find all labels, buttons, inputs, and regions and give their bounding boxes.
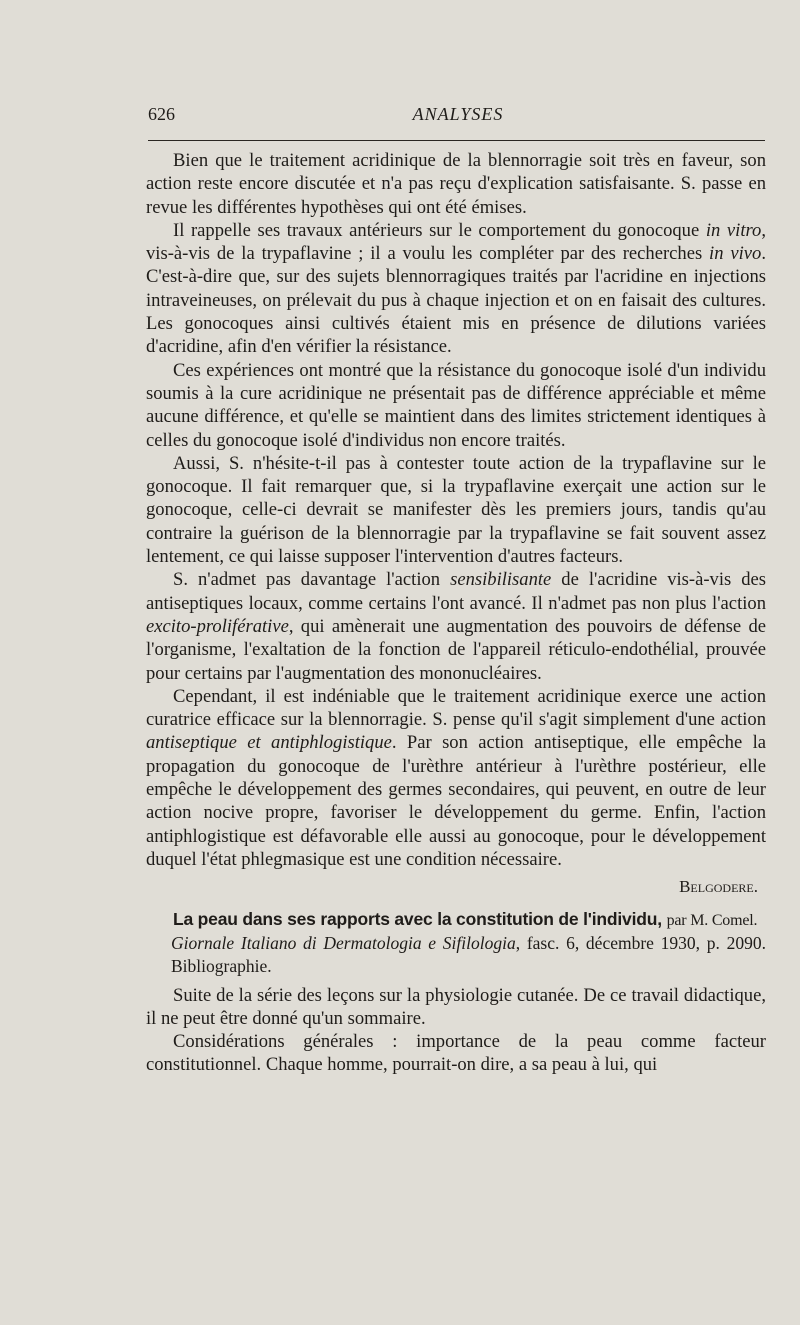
author-signature: Belgodere. <box>679 877 758 897</box>
article-title: La peau dans ses rapports avec la constitution de l'individu, par M. Comel. <box>173 908 758 929</box>
page-header <box>148 104 768 130</box>
paragraph: Ces expériences ont montré que la résistance du gonocoque isolé d'un individu soumis à la cure acridinique ne présentait pas de différence appréciable et même aucune différence, et qu'elle se maintient dans des limites strictement identiques à celles du gonocoque isolé d'individus non encore traités. <box>146 359 766 451</box>
paragraph: Bien que le traitement acridinique de la blennorragie soit très en faveur, son action reste encore discutée et n'a pas reçu d'explication satisfaisante. S. passe en revue les différentes hypothèses qui ont été émises. <box>146 150 766 218</box>
paragraph: Considérations générales : importance de la peau comme facteur constitutionnel. Chaque homme, pourrait-on dire, a sa peau à lui, qui <box>146 1031 766 1076</box>
header-rule <box>148 140 765 141</box>
page-body <box>146 149 766 1077</box>
article-byline: par M. Comel. <box>666 911 758 929</box>
page-number: 626 <box>148 104 175 124</box>
paragraph: Il rappelle ses travaux antérieurs sur le comportement du gonocoque in vitro, vis-à-vis de la trypaflavine ; il a voulu les compléter par des recherches in vivo. C'est-à-dire que, sur des sujets blennorragiques traités par l'acridine en injections intraveineuses, on prélevait du pus à chaque injection et on en faisait des cultures. Les gonocoques ainsi cultivés étaient mis en présence de dilutions variées d'acridine, afin d'en vérifier la résistance. <box>146 219 767 358</box>
paragraph: Cependant, il est indéniable que le traitement acridinique exerce une action curatrice efficace sur la blennorragie. S. pense qu'il s'agit simplement d'une action antiseptique et antiphlogistique. Par son action antiseptique, elle empêche la propagation du gonocoque de l'urèthre antérieur à l'urèthre postérieur, elle empêche le développement des germes secondaires, qui peuvent, en outre de leur action nocive propre, favoriser le développement du germe. Enfin, l'action antiphlogistique est défavorable elle aussi au gonocoque, pour le développement duquel l'état phlegmasique est une condition nécessaire. <box>146 685 766 870</box>
journal-reference: Giornale Italiano di Dermatologia e Sifilologia, fasc. 6, décembre 1930, p. 2090. Bibliographie. <box>171 932 766 976</box>
paragraph: Aussi, S. n'hésite-t-il pas à contester toute action de la trypaflavine sur le gonocoque. Il fait remarquer que, si la trypaflavine exerçait une action sur le gonocoque, celle-ci devrait se manifester dès les premiers jours, tandis qu'au contraire la guérison de la blennorragie par la trypaflavine se fait souvent assez lentement, ce qui laisse supposer l'intervention d'autres facteurs. <box>146 452 766 568</box>
paragraph: Suite de la série des leçons sur la physiologie cutanée. De ce travail didactique, il ne peut être donné qu'un sommaire. <box>146 984 766 1029</box>
journal-name: Giornale Italiano di Dermatologia e Sifilologia <box>171 932 516 953</box>
running-title: ANALYSES <box>412 104 504 124</box>
paragraph: S. n'admet pas davantage l'action sensibilisante de l'acridine vis-à-vis des antiseptiques locaux, comme certains l'ont avancé. Il n'admet pas non plus l'action excito-proliférative, qui amènerait une augmentation des pouvoirs de défense de l'organisme, l'exaltation de la fonction de l'appareil réticulo-endothélial, prouvée pour certains par l'augmentation des mononucléaires. <box>146 569 766 684</box>
